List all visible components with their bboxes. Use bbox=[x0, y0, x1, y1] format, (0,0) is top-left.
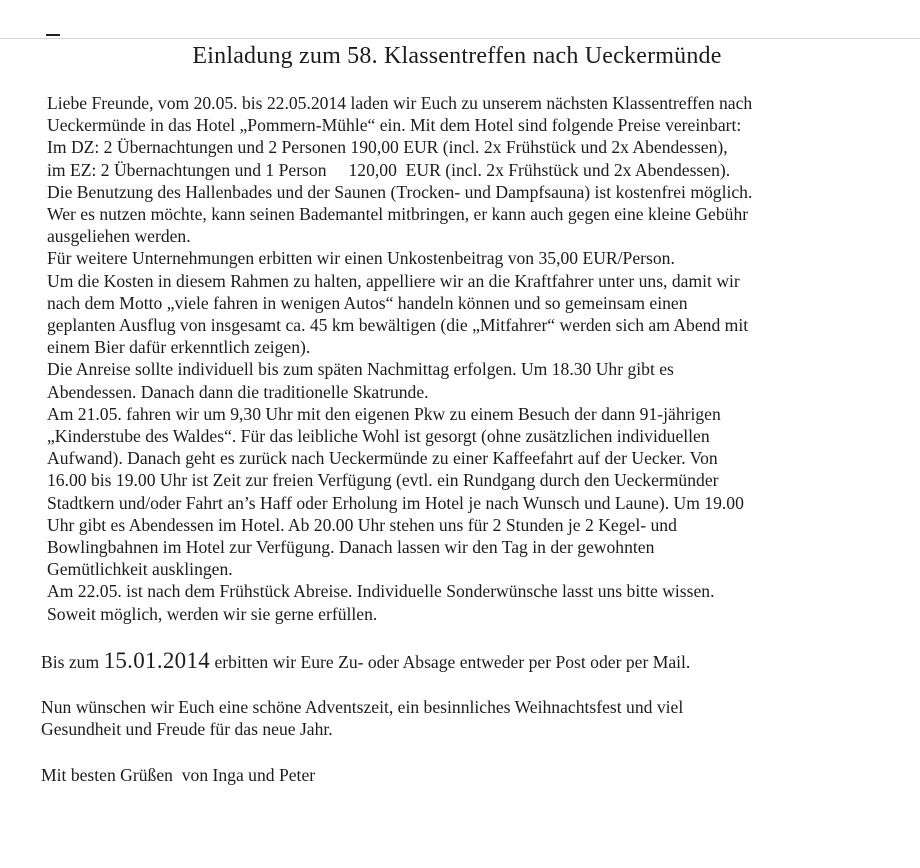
closing-signature: Mit besten Grüßen von Inga und Peter bbox=[41, 764, 316, 785]
wishes-line: Gesundheit und Freude für das neue Jahr. bbox=[41, 718, 333, 739]
rsvp-deadline bbox=[41, 647, 901, 676]
body-line: im EZ: 2 Übernachtungen und 1 Person 120,00 EUR (incl. 2x Frühstück und 2x Abendessen). bbox=[47, 159, 731, 180]
body-line: Für weitere Unternehmungen erbitten wir einen Unkostenbeitrag von 35,00 EUR/Person. bbox=[47, 248, 675, 269]
body-line: Bowlingbahnen im Hotel zur Verfügung. Danach lassen wir den Tag in der gewohnten bbox=[47, 537, 655, 558]
letter-page bbox=[41, 36, 907, 786]
letter-body bbox=[47, 92, 907, 625]
letter-title: Einladung zum 58. Klassentreffen nach Ueckermünde bbox=[192, 43, 722, 69]
body-line: „Kinderstube des Waldes“. Für das leibliche Wohl ist gesorgt (ohne zusätzlichen individuellen bbox=[47, 426, 710, 447]
body-line: Die Benutzung des Hallenbades und der Saunen (Trocken- und Dampfsauna) ist kostenfrei möglich. bbox=[47, 181, 753, 202]
deadline-prefix: Bis zum bbox=[41, 651, 100, 672]
body-line: Aufwand). Danach geht es zurück nach Ueckermünde zu einer Kaffeefahrt auf der Uecker. Von bbox=[47, 448, 718, 469]
body-line: einem Bier dafür erkenntlich zeigen). bbox=[47, 337, 311, 358]
body-line: Stadtkern und/oder Fahrt an’s Haff oder Erholung im Hotel je nach Wunsch und Laune). Um 19.00 bbox=[47, 492, 744, 513]
body-line: geplanten Ausflug von insgesamt ca. 45 km bewältigen (die „Mitfahrer“ werden sich am Abend mit bbox=[47, 315, 749, 336]
body-line: Die Anreise sollte individuell bis zum späten Nachmittag erfolgen. Um 18.30 Uhr gibt es bbox=[47, 359, 674, 380]
body-line: Am 21.05. fahren wir um 9,30 Uhr mit den eigenen Pkw zu einem Besuch der dann 91-jährigen bbox=[47, 403, 721, 424]
body-line: Gemütlichkeit ausklingen. bbox=[47, 559, 233, 580]
body-line: Am 22.05. ist nach dem Frühstück Abreise. Individuelle Sonderwünsche lasst uns bitte wissen. bbox=[47, 581, 715, 602]
body-line: Ueckermünde in das Hotel „Pommern-Mühle“ ein. Mit dem Hotel sind folgende Preise vereinbart: bbox=[47, 115, 742, 136]
body-line: nach dem Motto „viele fahren in wenigen Autos“ handeln können und so gemeinsam einen bbox=[47, 292, 688, 313]
body-line: Wer es nutzen möchte, kann seinen Bademantel mitbringen, er kann auch gegen eine kleine Gebühr bbox=[47, 204, 749, 225]
body-line: ausgeliehen werden. bbox=[47, 226, 191, 247]
body-line: Um die Kosten in diesem Rahmen zu halten, appelliere wir an die Kraftfahrer unter uns, damit wir bbox=[47, 270, 740, 291]
wishes-line: Nun wünschen wir Euch eine schöne Adventszeit, ein besinnliches Weihnachtsfest und viel bbox=[41, 696, 684, 717]
body-line: 16.00 bis 19.00 Uhr ist Zeit zur freien Verfügung (evtl. ein Rundgang durch den Ueckermünder bbox=[47, 470, 719, 491]
holiday-wishes bbox=[41, 696, 901, 740]
body-line: Abendessen. Danach dann die traditionelle Skatrunde. bbox=[47, 381, 429, 402]
body-line: Im DZ: 2 Übernachtungen und 2 Personen 190,00 EUR (incl. 2x Frühstück und 2x Abendessen), bbox=[47, 137, 728, 158]
body-line: Liebe Freunde, vom 20.05. bis 22.05.2014 laden wir Euch zu unserem nächsten Klassentreffen nach bbox=[47, 93, 753, 113]
deadline-date: 15.01.2014 bbox=[103, 647, 211, 673]
deadline-suffix: erbitten wir Eure Zu- oder Absage entweder per Post oder per Mail. bbox=[214, 651, 691, 672]
body-line: Soweit möglich, werden wir sie gerne erfüllen. bbox=[47, 603, 378, 624]
body-line: Uhr gibt es Abendessen im Hotel. Ab 20.00 Uhr stehen uns für 2 Stunden je 2 Kegel- und bbox=[47, 514, 677, 535]
